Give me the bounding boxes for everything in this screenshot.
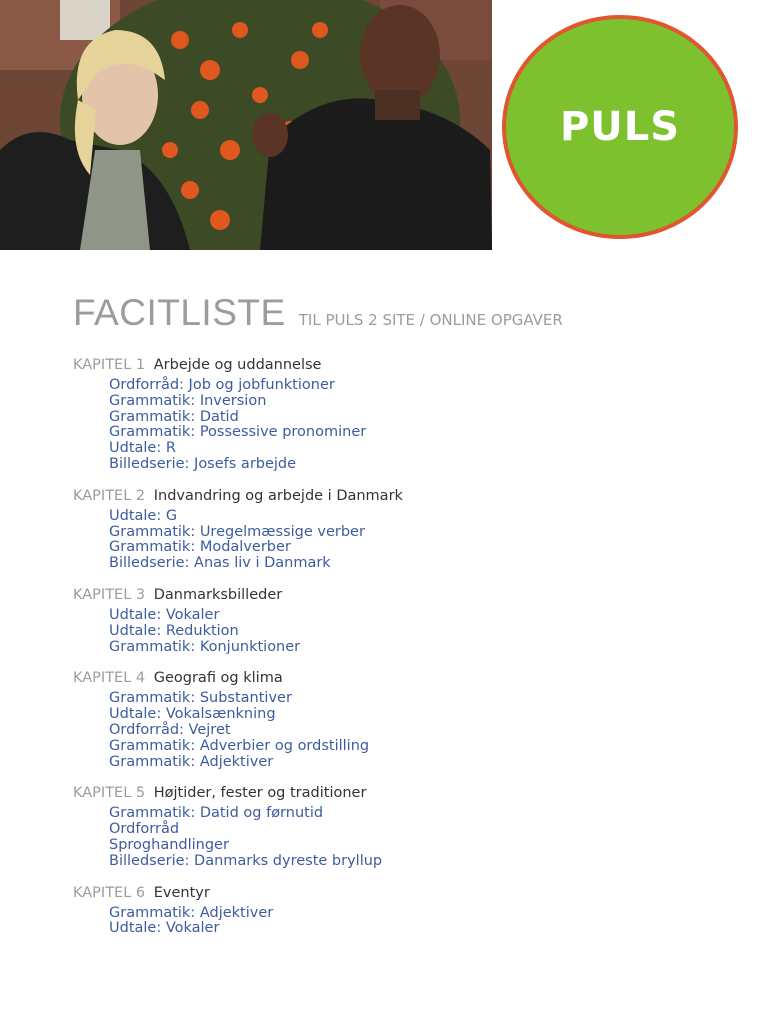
cover-photo [0, 0, 492, 250]
chapter-number: KAPITEL 1 [73, 357, 146, 373]
chapter-heading [73, 784, 733, 802]
chapter-number: KAPITEL 5 [73, 785, 146, 802]
exercise-link[interactable]: Grammatik: Datid og førnutid [109, 805, 324, 822]
chapter-title: Eventyr [153, 884, 210, 901]
chapter-list [73, 356, 733, 951]
exercise-link[interactable]: Billedserie: Josefs arbejde [109, 455, 297, 472]
exercise-link[interactable]: Billedserie: Danmarks dyreste bryllup [109, 852, 383, 869]
exercise-link[interactable]: Grammatik: Inversion [109, 392, 267, 409]
chapter-number: KAPITEL 2 [73, 487, 146, 504]
exercise-link[interactable]: Grammatik: Adjektiver [109, 753, 274, 770]
exercise-link[interactable]: Grammatik: Modalverber [109, 539, 291, 556]
chapter-2 [73, 487, 733, 572]
logo-text: PULS [559, 104, 681, 150]
exercise-link[interactable]: Grammatik: Uregelmæssige verber [109, 523, 365, 540]
exercise-link[interactable]: Udtale: Vokalsænkning [109, 706, 276, 723]
chapter-number: KAPITEL 4 [73, 670, 146, 687]
exercise-list [109, 691, 733, 770]
chapter-heading [73, 356, 733, 374]
page-title: FACITLISTE [73, 292, 286, 333]
exercise-link[interactable]: Ordforråd [109, 821, 180, 838]
exercise-link[interactable]: Grammatik: Konjunktioner [109, 638, 301, 655]
exercise-link[interactable]: Udtale: R [109, 440, 176, 457]
chapter-heading [73, 884, 733, 902]
exercise-link[interactable]: Billedserie: Anas liv i Danmark [109, 555, 331, 572]
chapter-4 [73, 669, 733, 770]
exercise-list [109, 906, 733, 938]
exercise-link[interactable]: Sproghandlinger [109, 836, 229, 853]
exercise-link[interactable]: Grammatik: Possessive pronominer [109, 424, 367, 441]
exercise-link[interactable]: Udtale: Vokaler [109, 920, 220, 937]
page-heading [73, 292, 563, 334]
chapter-title: Højtider, fester og traditioner [153, 785, 367, 802]
exercise-link[interactable]: Udtale: G [109, 507, 178, 524]
chapter-heading [73, 669, 733, 687]
chapter-3 [73, 586, 733, 655]
exercise-link[interactable]: Grammatik: Substantiver [109, 690, 292, 707]
exercise-link[interactable]: Grammatik: Adjektiver [109, 904, 274, 921]
exercise-list [109, 806, 733, 869]
exercise-link[interactable]: Udtale: Reduktion [109, 622, 239, 639]
exercise-link[interactable]: Udtale: Vokaler [109, 606, 220, 623]
chapter-1 [73, 356, 733, 473]
exercise-link[interactable]: Grammatik: Datid [109, 408, 239, 425]
exercise-link[interactable]: Ordforråd: Vejret [109, 721, 231, 738]
chapter-title: Indvandring og arbejde i Danmark [153, 487, 403, 504]
exercise-list [109, 509, 733, 572]
puls-logo [502, 15, 738, 239]
chapter-number: KAPITEL 6 [73, 884, 146, 901]
chapter-number: KAPITEL 3 [73, 586, 146, 603]
chapter-heading [73, 586, 733, 604]
chapter-title: Arbejde og uddannelse [153, 357, 322, 373]
chapter-6 [73, 884, 733, 938]
exercise-link[interactable]: Grammatik: Adverbier og ordstilling [109, 737, 370, 754]
exercise-link[interactable]: Ordforråd: Job og jobfunktioner [109, 377, 335, 393]
exercise-list [109, 608, 733, 655]
chapter-heading [73, 487, 733, 505]
chapter-title: Geografi og klima [153, 670, 283, 687]
chapter-5 [73, 784, 733, 869]
page-subtitle: TIL PULS 2 SITE / ONLINE OPGAVER [298, 311, 563, 329]
chapter-title: Danmarksbilleder [153, 586, 283, 603]
exercise-list [109, 378, 733, 473]
